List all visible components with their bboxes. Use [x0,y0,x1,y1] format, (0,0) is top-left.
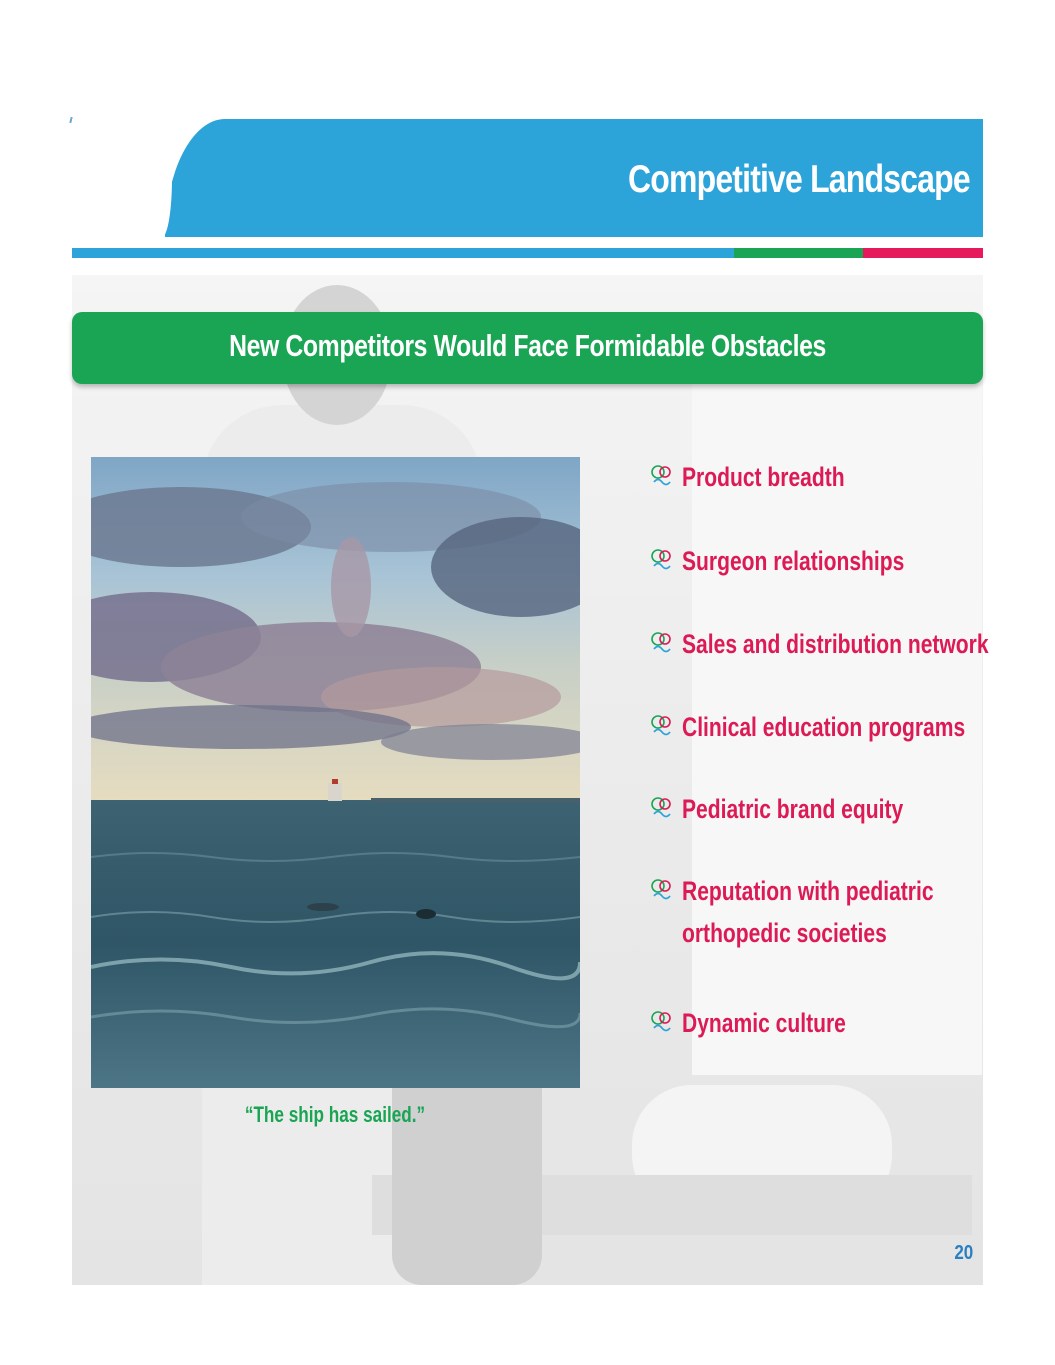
bullet-text: Surgeon relationships [682,546,905,576]
bullet-logo-icon [650,548,672,572]
header-stripe-green [734,248,863,258]
page-number: 20 [954,1242,973,1264]
photo-caption: “The ship has sailed.” [244,1102,426,1127]
bullet-text: Dynamic culture [682,1008,846,1038]
bullet-logo-icon [650,631,672,655]
bullet-text: Sales and distribution network [682,629,989,659]
page-title: Competitive Landscape [628,158,970,201]
background-child-legs [392,1055,542,1285]
header-stripe-blue [72,248,734,258]
ocean-photo [91,457,580,1088]
header-stripe-pink [863,248,983,258]
bullet-logo-icon [650,878,672,902]
background-window [692,315,982,1075]
bullet-logo-icon [650,796,672,820]
section-banner [72,312,983,384]
header-notch [72,119,172,237]
bullet-text: Reputation with pediatric [682,876,934,906]
bullet-text: Product breadth [682,462,845,492]
section-banner-text: New Competitors Would Face Formidable Obstacles [229,328,826,363]
bullet-text: orthopedic societies [682,918,887,948]
bullet-logo-icon [650,1010,672,1034]
bullet-text: Pediatric brand equity [682,794,904,824]
bullet-text: Clinical education programs [682,712,966,742]
bullet-logo-icon [650,464,672,488]
bullet-logo-icon [650,714,672,738]
